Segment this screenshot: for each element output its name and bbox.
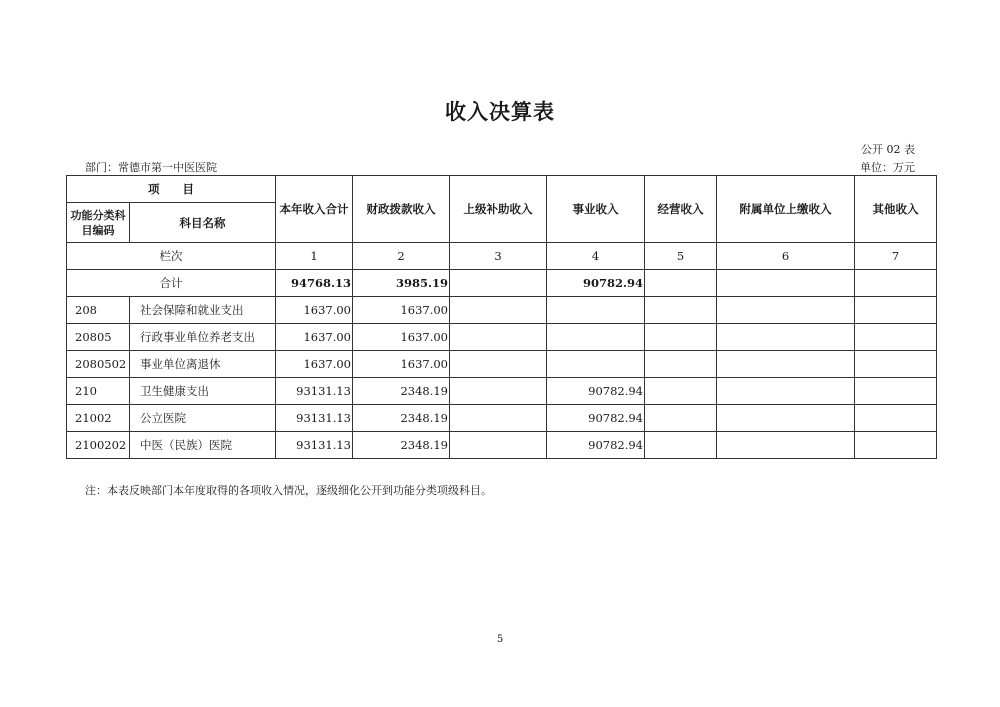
column-index-label: 栏次 — [67, 243, 276, 270]
row-value-cell — [855, 351, 937, 378]
column-index-cell: 1 — [276, 243, 353, 270]
row-value-cell — [645, 351, 717, 378]
header-col-2: 财政拨款收入 — [353, 176, 450, 243]
row-value-cell — [645, 405, 717, 432]
table-row — [67, 378, 937, 405]
row-value-cell — [717, 405, 855, 432]
table-row — [67, 432, 937, 459]
table-row — [67, 351, 937, 378]
column-index-cell: 6 — [717, 243, 855, 270]
row-value-cell — [547, 324, 645, 351]
total-cell: 90782.94 — [547, 270, 645, 297]
total-cell — [855, 270, 937, 297]
row-value-cell: 93131.13 — [276, 432, 353, 459]
table-body — [67, 297, 937, 459]
row-value-cell: 90782.94 — [547, 378, 645, 405]
row-value-cell: 1637.00 — [353, 324, 450, 351]
header-item: 项 目 — [67, 176, 276, 203]
column-index-cell: 5 — [645, 243, 717, 270]
row-value-cell: 90782.94 — [547, 432, 645, 459]
row-value-cell — [450, 324, 547, 351]
column-index-cell: 7 — [855, 243, 937, 270]
table-note: 注：本表反映部门本年度取得的各项收入情况，逐级细化公开到功能分类项级科目。 — [85, 484, 492, 497]
column-index-row — [67, 243, 937, 270]
row-code: 2100202 — [67, 432, 130, 459]
unit-label: 单位：万元 — [860, 161, 915, 174]
table-row — [67, 405, 937, 432]
row-value-cell: 93131.13 — [276, 378, 353, 405]
total-cell — [717, 270, 855, 297]
row-value-cell: 1637.00 — [353, 351, 450, 378]
header-col-6: 附属单位上缴收入 — [717, 176, 855, 243]
row-value-cell — [450, 405, 547, 432]
row-value-cell: 1637.00 — [276, 324, 353, 351]
row-value-cell — [645, 297, 717, 324]
row-value-cell — [645, 378, 717, 405]
row-value-cell — [855, 405, 937, 432]
row-name: 卫生健康支出 — [130, 378, 276, 405]
row-code: 210 — [67, 378, 130, 405]
total-cell — [450, 270, 547, 297]
row-value-cell: 1637.00 — [276, 297, 353, 324]
row-name: 行政事业单位养老支出 — [130, 324, 276, 351]
row-code: 208 — [67, 297, 130, 324]
form-number: 公开 02 表 — [861, 143, 915, 156]
row-value-cell — [855, 432, 937, 459]
row-value-cell — [855, 378, 937, 405]
table-row — [67, 324, 937, 351]
column-index-cell: 2 — [353, 243, 450, 270]
row-value-cell: 1637.00 — [353, 297, 450, 324]
row-value-cell: 1637.00 — [276, 351, 353, 378]
row-value-cell: 2348.19 — [353, 432, 450, 459]
row-value-cell — [717, 351, 855, 378]
row-value-cell — [717, 297, 855, 324]
department-label: 部门：常德市第一中医医院 — [85, 161, 217, 174]
header-col-4: 事业收入 — [547, 176, 645, 243]
row-value-cell: 90782.94 — [547, 405, 645, 432]
total-cell — [645, 270, 717, 297]
row-name: 中医（民族）医院 — [130, 432, 276, 459]
header-subject-name: 科目名称 — [130, 203, 276, 243]
row-name: 社会保障和就业支出 — [130, 297, 276, 324]
column-index-cell: 4 — [547, 243, 645, 270]
income-table — [66, 175, 937, 459]
row-value-cell — [547, 351, 645, 378]
row-value-cell: 2348.19 — [353, 378, 450, 405]
row-code: 21002 — [67, 405, 130, 432]
row-value-cell: 93131.13 — [276, 405, 353, 432]
header-col-3: 上级补助收入 — [450, 176, 547, 243]
header-func-code: 功能分类科目编码 — [67, 203, 130, 243]
page-title: 收入决算表 — [445, 99, 555, 124]
row-value-cell — [717, 378, 855, 405]
row-value-cell: 2348.19 — [353, 405, 450, 432]
header-col-1: 本年收入合计 — [276, 176, 353, 243]
total-label: 合计 — [67, 270, 276, 297]
row-code: 20805 — [67, 324, 130, 351]
row-value-cell — [717, 324, 855, 351]
row-value-cell — [855, 297, 937, 324]
row-name: 事业单位离退休 — [130, 351, 276, 378]
header-col-7: 其他收入 — [855, 176, 937, 243]
row-value-cell — [450, 432, 547, 459]
header-row-1 — [67, 176, 937, 203]
row-value-cell — [547, 297, 645, 324]
row-value-cell — [450, 351, 547, 378]
header-col-5: 经营收入 — [645, 176, 717, 243]
row-value-cell — [645, 324, 717, 351]
column-index-cell: 3 — [450, 243, 547, 270]
row-value-cell — [450, 378, 547, 405]
row-name: 公立医院 — [130, 405, 276, 432]
row-value-cell — [645, 432, 717, 459]
row-code: 2080502 — [67, 351, 130, 378]
table-row — [67, 297, 937, 324]
row-value-cell — [717, 432, 855, 459]
total-cell: 94768.13 — [276, 270, 353, 297]
row-value-cell — [450, 297, 547, 324]
row-value-cell — [855, 324, 937, 351]
page-number: 5 — [496, 634, 504, 645]
total-row — [67, 270, 937, 297]
total-cell: 3985.19 — [353, 270, 450, 297]
